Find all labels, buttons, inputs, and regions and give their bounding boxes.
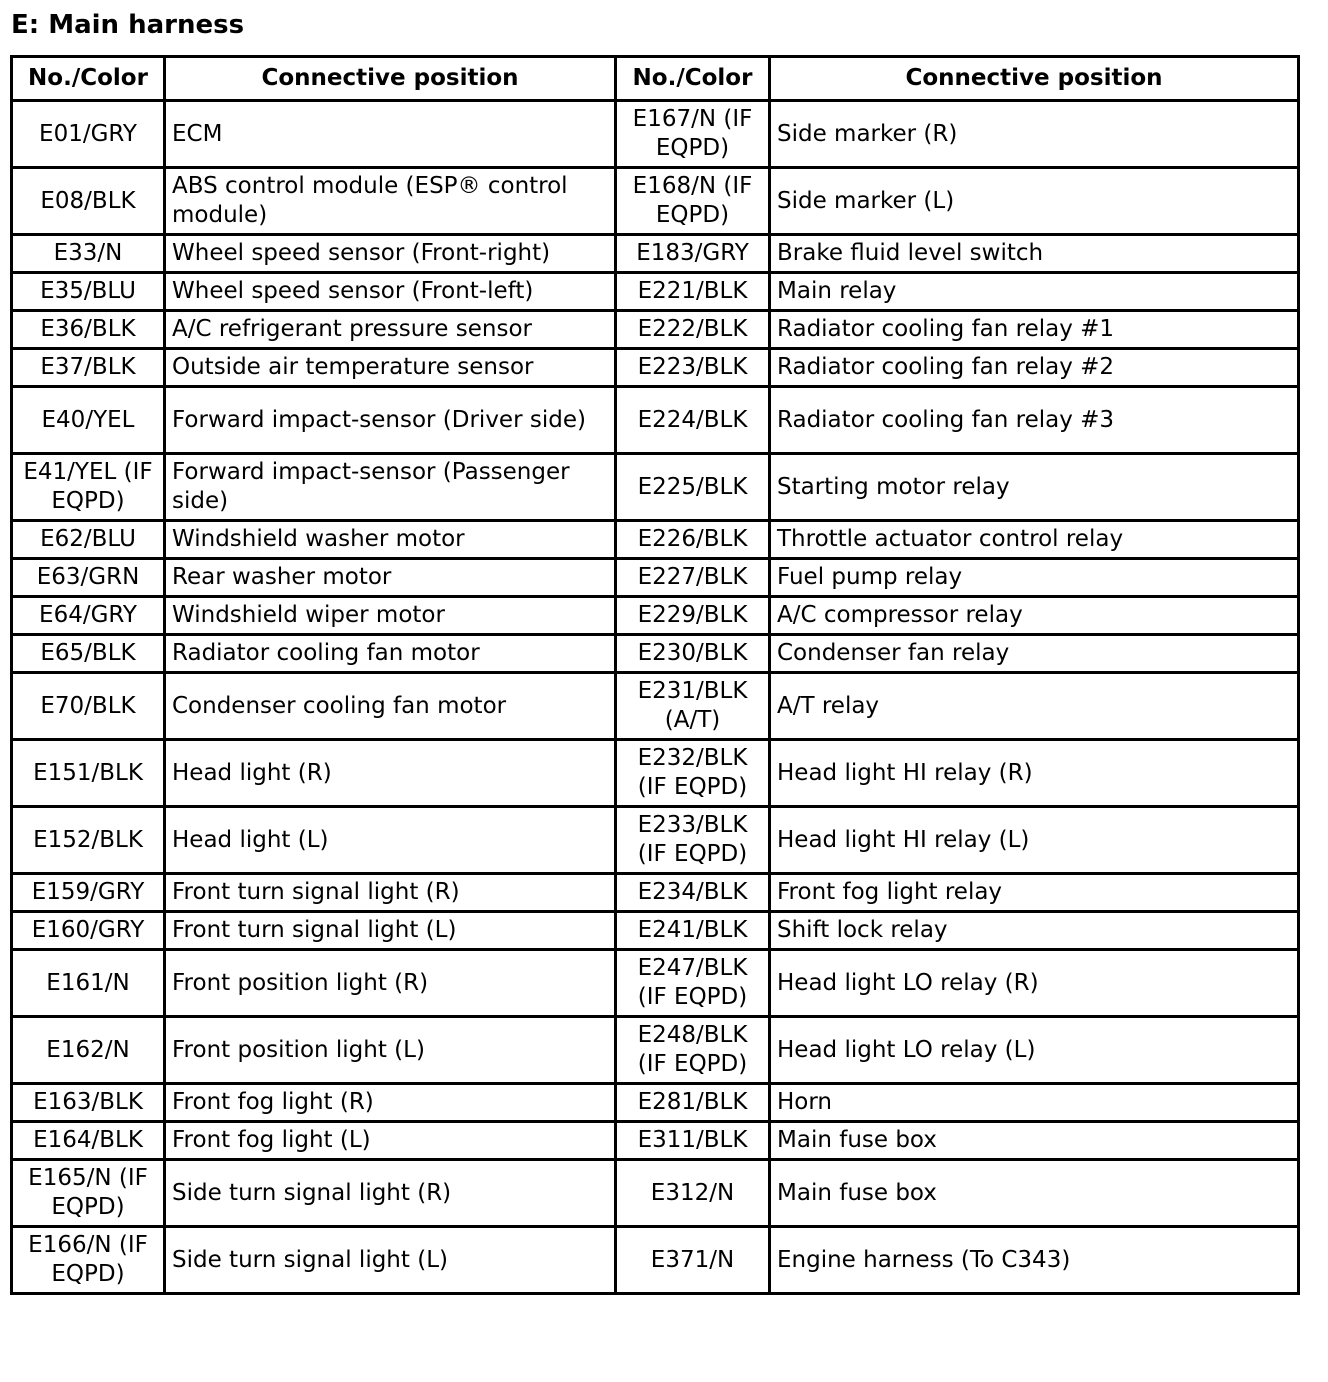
connector-code-cell: E151/BLK <box>12 740 165 807</box>
connective-position-cell: Side turn signal light (L) <box>165 1227 616 1294</box>
connective-position-cell: Main fuse box <box>770 1160 1299 1227</box>
connective-position-cell: A/T relay <box>770 673 1299 740</box>
connective-position-cell: Wheel speed sensor (Front-left) <box>165 273 616 311</box>
connective-position-cell: Head light HI relay (R) <box>770 740 1299 807</box>
connective-position-cell: Front turn signal light (R) <box>165 874 616 912</box>
connector-code-cell: E224/BLK <box>616 387 770 454</box>
connector-code-cell: E163/BLK <box>12 1084 165 1122</box>
connective-position-cell: Forward impact-sensor (Passenger side) <box>165 454 616 521</box>
connector-code-cell: E168/N (IF EQPD) <box>616 168 770 235</box>
connector-code-cell: E35/BLU <box>12 273 165 311</box>
table-row <box>12 912 1299 950</box>
table-row <box>12 101 1299 168</box>
connective-position-cell: Head light (R) <box>165 740 616 807</box>
table-body <box>12 101 1299 1294</box>
header-no-color-right: No./Color <box>616 57 770 101</box>
connective-position-cell: Starting motor relay <box>770 454 1299 521</box>
connector-code-cell: E62/BLU <box>12 521 165 559</box>
table-row <box>12 349 1299 387</box>
connective-position-cell: Main relay <box>770 273 1299 311</box>
connector-code-cell: E183/GRY <box>616 235 770 273</box>
connector-code-cell: E164/BLK <box>12 1122 165 1160</box>
connective-position-cell: A/C compressor relay <box>770 597 1299 635</box>
connective-position-cell: Radiator cooling fan relay #2 <box>770 349 1299 387</box>
connective-position-cell: ECM <box>165 101 616 168</box>
table-row <box>12 673 1299 740</box>
connector-code-cell: E64/GRY <box>12 597 165 635</box>
table-row <box>12 1227 1299 1294</box>
connector-code-cell: E312/N <box>616 1160 770 1227</box>
connector-code-cell: E226/BLK <box>616 521 770 559</box>
table-row <box>12 874 1299 912</box>
connector-code-cell: E225/BLK <box>616 454 770 521</box>
connective-position-cell: Front fog light relay <box>770 874 1299 912</box>
header-no-color-left: No./Color <box>12 57 165 101</box>
connector-code-cell: E232/BLK (IF EQPD) <box>616 740 770 807</box>
connective-position-cell: Rear washer motor <box>165 559 616 597</box>
connector-code-cell: E70/BLK <box>12 673 165 740</box>
connector-code-cell: E234/BLK <box>616 874 770 912</box>
table-row <box>12 950 1299 1017</box>
connective-position-cell: Front fog light (R) <box>165 1084 616 1122</box>
table-row <box>12 740 1299 807</box>
connective-position-cell: Head light (L) <box>165 807 616 874</box>
connective-position-cell: Condenser fan relay <box>770 635 1299 673</box>
connector-code-cell: E166/N (IF EQPD) <box>12 1227 165 1294</box>
connective-position-cell: Head light HI relay (L) <box>770 807 1299 874</box>
connective-position-cell: Side marker (L) <box>770 168 1299 235</box>
connective-position-cell: Front position light (R) <box>165 950 616 1017</box>
table-row <box>12 311 1299 349</box>
table-row <box>12 597 1299 635</box>
header-position-right: Connective position <box>770 57 1299 101</box>
connective-position-cell: Forward impact-sensor (Driver side) <box>165 387 616 454</box>
page-title: E: Main harness <box>11 10 245 40</box>
connective-position-cell: Shift lock relay <box>770 912 1299 950</box>
connective-position-cell: Side turn signal light (R) <box>165 1160 616 1227</box>
connective-position-cell: Head light LO relay (R) <box>770 950 1299 1017</box>
table-row <box>12 1084 1299 1122</box>
connective-position-cell: Engine harness (To C343) <box>770 1227 1299 1294</box>
table-row <box>12 1160 1299 1227</box>
connector-code-cell: E41/YEL (IF EQPD) <box>12 454 165 521</box>
connector-code-cell: E161/N <box>12 950 165 1017</box>
connective-position-cell: Radiator cooling fan relay #3 <box>770 387 1299 454</box>
table-row <box>12 1122 1299 1160</box>
connector-code-cell: E63/GRN <box>12 559 165 597</box>
table-row <box>12 168 1299 235</box>
connector-code-cell: E37/BLK <box>12 349 165 387</box>
connector-code-cell: E152/BLK <box>12 807 165 874</box>
connector-code-cell: E247/BLK (IF EQPD) <box>616 950 770 1017</box>
connective-position-cell: Windshield washer motor <box>165 521 616 559</box>
table-row <box>12 521 1299 559</box>
connective-position-cell: Brake fluid level switch <box>770 235 1299 273</box>
connector-code-cell: E167/N (IF EQPD) <box>616 101 770 168</box>
connective-position-cell: Front turn signal light (L) <box>165 912 616 950</box>
connector-code-cell: E231/BLK (A/T) <box>616 673 770 740</box>
connector-code-cell: E36/BLK <box>12 311 165 349</box>
connector-code-cell: E371/N <box>616 1227 770 1294</box>
table-row <box>12 454 1299 521</box>
table-row <box>12 635 1299 673</box>
connector-code-cell: E223/BLK <box>616 349 770 387</box>
connector-code-cell: E165/N (IF EQPD) <box>12 1160 165 1227</box>
connector-code-cell: E229/BLK <box>616 597 770 635</box>
table-row <box>12 273 1299 311</box>
connector-code-cell: E248/BLK (IF EQPD) <box>616 1017 770 1084</box>
table-row <box>12 235 1299 273</box>
connector-code-cell: E65/BLK <box>12 635 165 673</box>
connective-position-cell: Wheel speed sensor (Front-right) <box>165 235 616 273</box>
connective-position-cell: Radiator cooling fan motor <box>165 635 616 673</box>
connective-position-cell: Fuel pump relay <box>770 559 1299 597</box>
connector-code-cell: E241/BLK <box>616 912 770 950</box>
connector-code-cell: E233/BLK (IF EQPD) <box>616 807 770 874</box>
connector-code-cell: E159/GRY <box>12 874 165 912</box>
connective-position-cell: Condenser cooling fan motor <box>165 673 616 740</box>
connector-code-cell: E160/GRY <box>12 912 165 950</box>
connector-code-cell: E08/BLK <box>12 168 165 235</box>
header-position-left: Connective position <box>165 57 616 101</box>
connector-code-cell: E33/N <box>12 235 165 273</box>
connector-code-cell: E162/N <box>12 1017 165 1084</box>
connective-position-cell: Outside air temperature sensor <box>165 349 616 387</box>
connective-position-cell: Front fog light (L) <box>165 1122 616 1160</box>
connective-position-cell: Front position light (L) <box>165 1017 616 1084</box>
connector-code-cell: E221/BLK <box>616 273 770 311</box>
table-row <box>12 1017 1299 1084</box>
connector-code-cell: E230/BLK <box>616 635 770 673</box>
table-row <box>12 807 1299 874</box>
connector-code-cell: E01/GRY <box>12 101 165 168</box>
connective-position-cell: ABS control module (ESP® control module) <box>165 168 616 235</box>
table-row <box>12 559 1299 597</box>
connector-code-cell: E311/BLK <box>616 1122 770 1160</box>
connective-position-cell: Horn <box>770 1084 1299 1122</box>
table-header-row <box>12 57 1299 101</box>
connector-code-cell: E227/BLK <box>616 559 770 597</box>
connective-position-cell: A/C refrigerant pressure sensor <box>165 311 616 349</box>
connector-code-cell: E281/BLK <box>616 1084 770 1122</box>
connector-code-cell: E222/BLK <box>616 311 770 349</box>
connective-position-cell: Head light LO relay (L) <box>770 1017 1299 1084</box>
harness-table <box>10 55 1300 1295</box>
connector-code-cell: E40/YEL <box>12 387 165 454</box>
connective-position-cell: Windshield wiper motor <box>165 597 616 635</box>
table-row <box>12 387 1299 454</box>
connective-position-cell: Throttle actuator control relay <box>770 521 1299 559</box>
connective-position-cell: Side marker (R) <box>770 101 1299 168</box>
connective-position-cell: Main fuse box <box>770 1122 1299 1160</box>
connective-position-cell: Radiator cooling fan relay #1 <box>770 311 1299 349</box>
